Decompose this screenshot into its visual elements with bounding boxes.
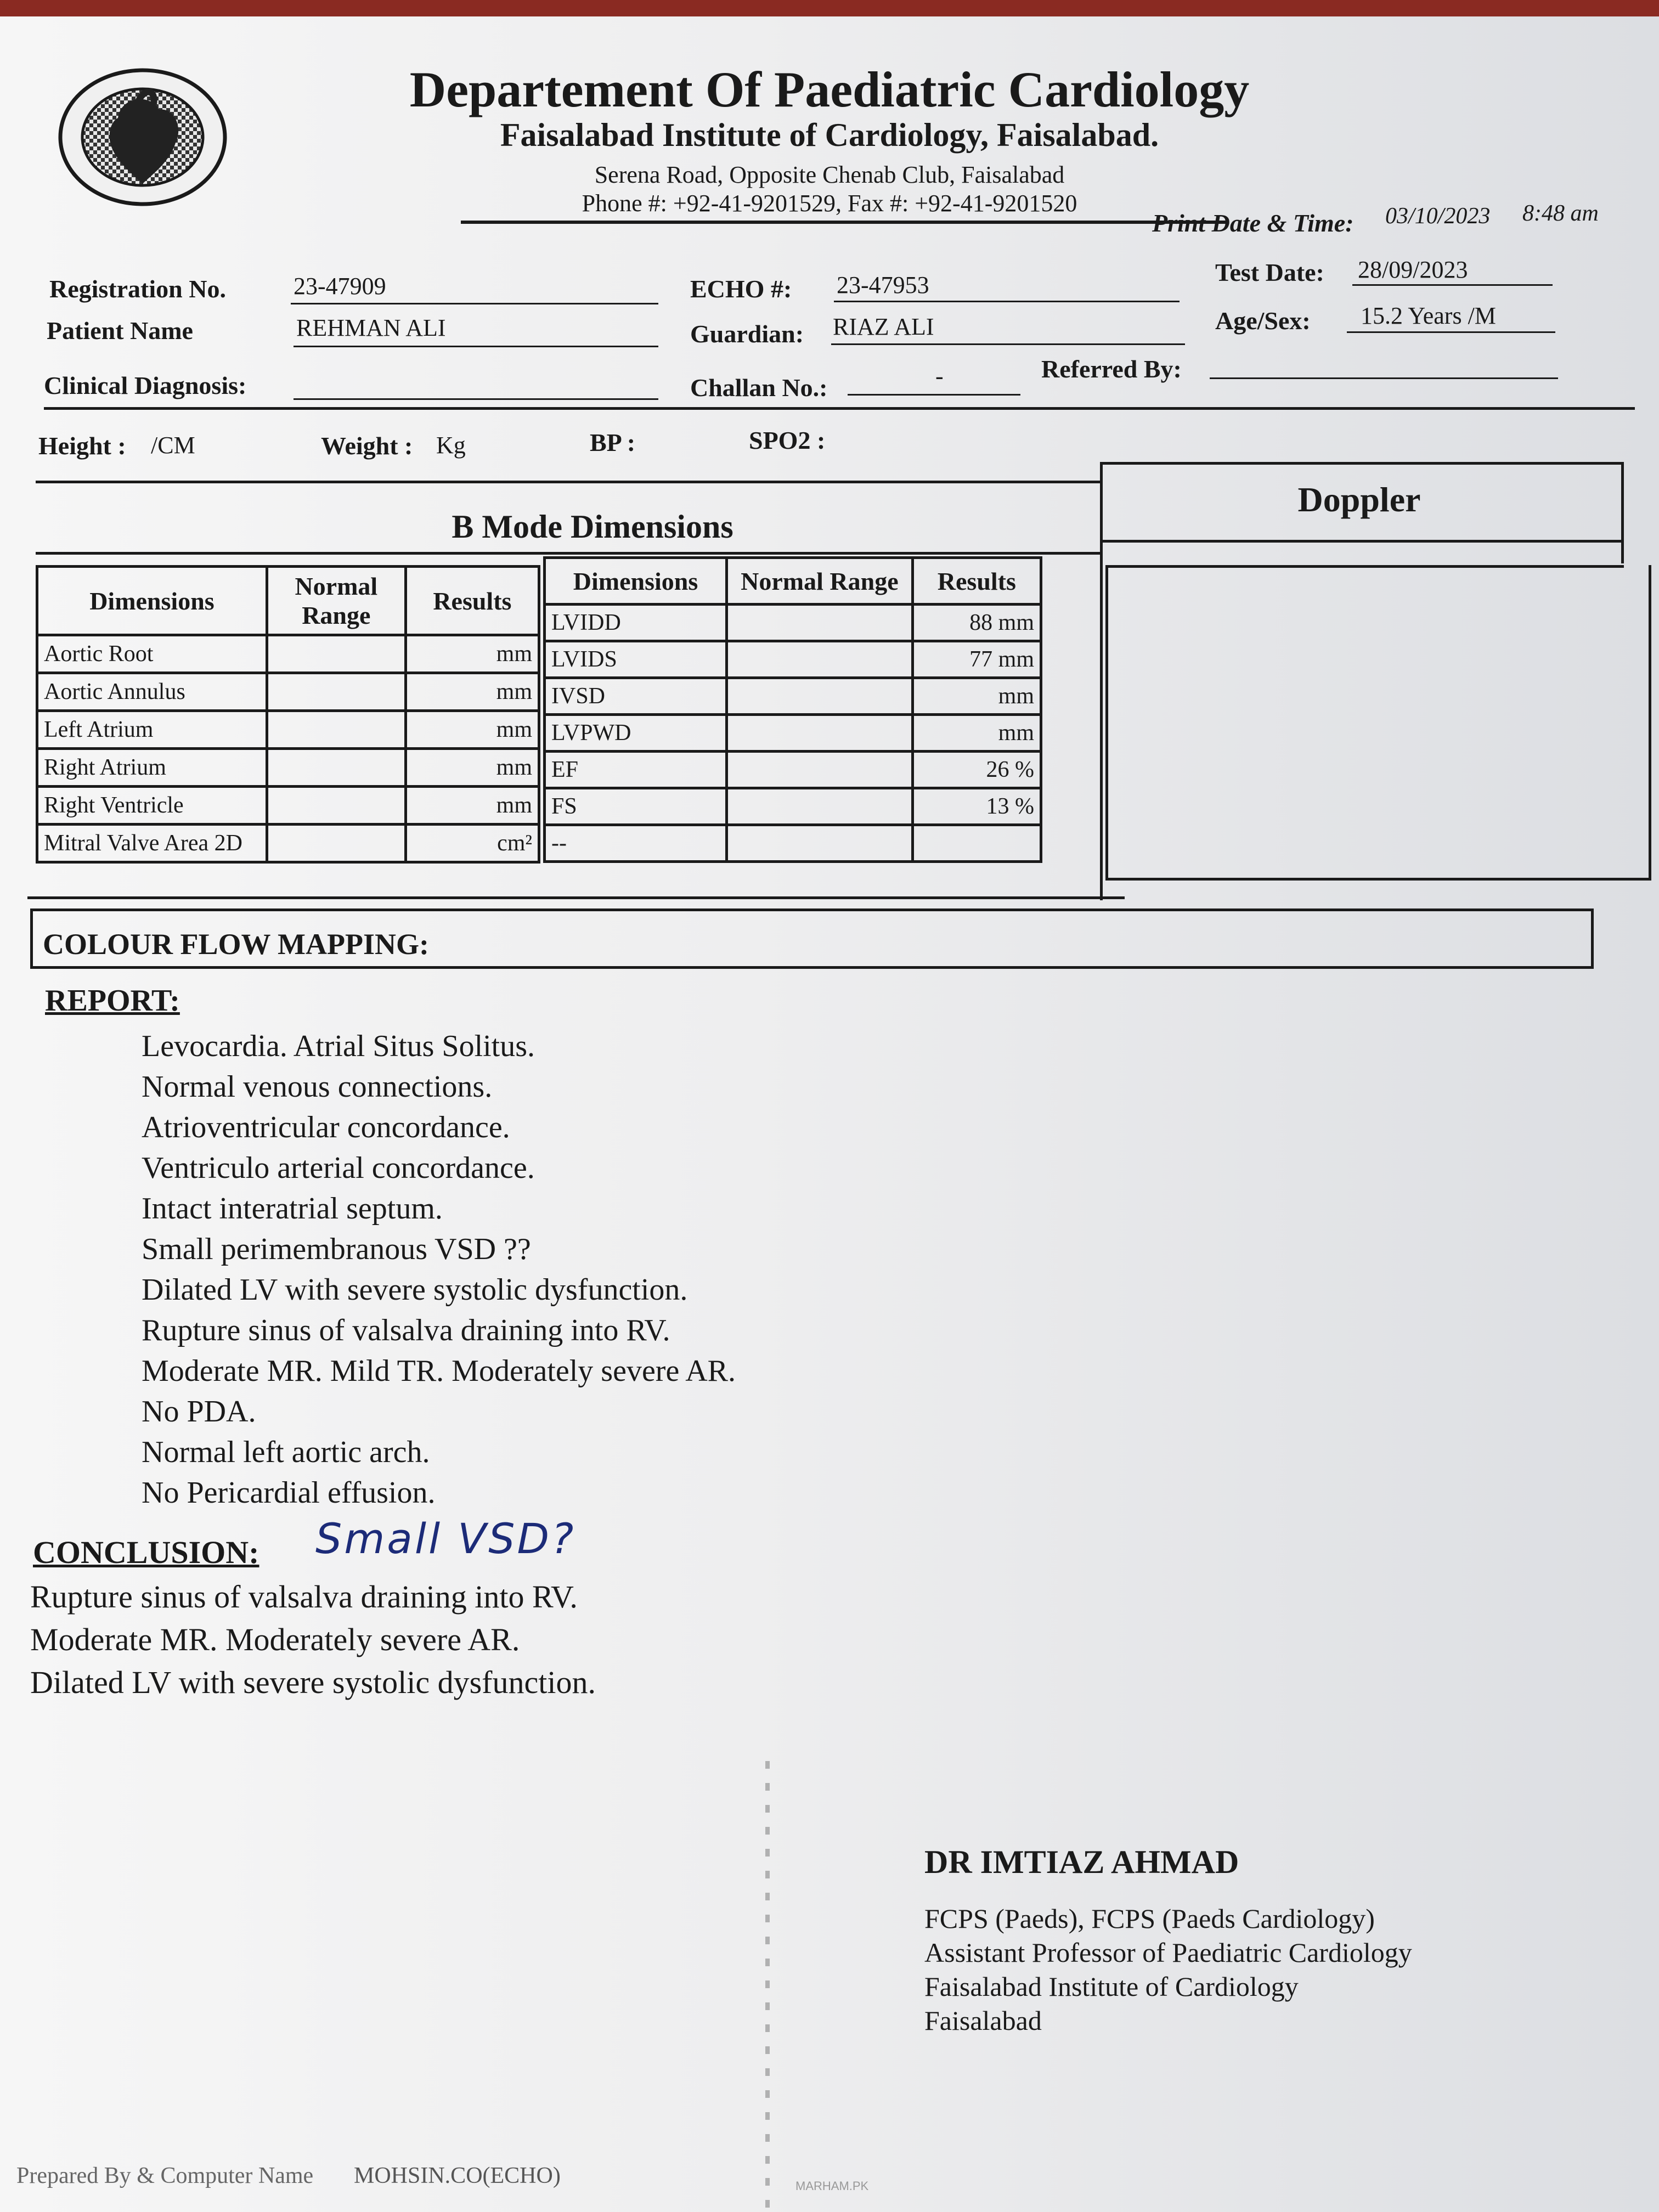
left-result-cell: mm: [405, 787, 539, 825]
right-normal-range-cell: [727, 715, 913, 752]
right-result-cell: mm: [912, 715, 1041, 752]
report-line: Intact interatrial septum.: [142, 1192, 443, 1226]
conclusion-line: Moderate MR. Moderately severe AR.: [30, 1622, 520, 1657]
report-line: Normal left aortic arch.: [142, 1435, 430, 1469]
challan-label: Challan No.:: [690, 374, 828, 402]
report-label: REPORT:: [45, 984, 180, 1018]
right-normal-range-cell: [727, 788, 913, 825]
right-normal-range-cell: [727, 678, 913, 715]
report-line: Levocardia. Atrial Situs Solitus.: [142, 1029, 535, 1063]
report-line: Ventriculo arterial concordance.: [142, 1151, 535, 1185]
conclusion-line: Dilated LV with severe systolic dysfunction.: [30, 1664, 596, 1700]
bmode-bottom-rule: [27, 896, 1125, 899]
left-normal-range-cell: [267, 825, 405, 862]
left-row: [37, 787, 539, 825]
left-normal-range-cell: [267, 749, 405, 787]
echo-line: [834, 301, 1180, 302]
left-col-results: Results: [405, 567, 539, 635]
patient-info-rule: [44, 407, 1635, 410]
bmode-title-rule: [36, 552, 1100, 555]
right-normal-range-cell: [727, 825, 913, 862]
doctor-name: DR IMTIAZ AHMAD: [924, 1844, 1239, 1880]
doctor-credentials: [924, 1901, 1473, 2038]
report-line: Rupture sinus of valsalva draining into RV.: [142, 1313, 670, 1347]
clinical-diagnosis-label: Clinical Diagnosis:: [44, 371, 247, 399]
report-line: Small perimembranous VSD ??: [142, 1232, 531, 1266]
left-dimension-cell: Right Ventricle: [37, 787, 267, 825]
left-normal-range-cell: [267, 711, 405, 749]
right-dimension-cell: LVIDS: [545, 641, 727, 678]
left-row: [37, 635, 539, 673]
height-label: Height :: [38, 432, 126, 460]
right-col-dimensions: Dimensions: [545, 558, 727, 605]
conclusion-findings: [30, 1576, 1018, 1704]
bp-label: BP :: [590, 428, 636, 456]
left-row: [37, 711, 539, 749]
colour-flow-label: COLOUR FLOW MAPPING:: [43, 928, 429, 961]
conclusion-label: CONCLUSION:: [33, 1534, 259, 1570]
guardian-label: Guardian:: [690, 320, 804, 348]
right-col-normal-range: Normal Range: [727, 558, 913, 605]
report-line: No Pericardial effusion.: [142, 1476, 436, 1510]
right-dimension-cell: FS: [545, 788, 727, 825]
left-result-cell: mm: [405, 635, 539, 673]
right-row: [545, 825, 1041, 862]
department-title: Departement Of Paediatric Cardiology: [409, 61, 1250, 117]
guardian-value: RIAZ ALI: [833, 313, 934, 340]
right-dimension-cell: --: [545, 825, 727, 862]
echo-value: 23-47953: [837, 272, 929, 298]
institute-name: Faisalabad Institute of Cardiology, Faisalabad.: [500, 117, 1159, 153]
left-row: [37, 673, 539, 711]
spo2-label: SPO2 :: [749, 426, 826, 454]
doppler-body-box: [1105, 565, 1651, 881]
right-col-results: Results: [912, 558, 1041, 605]
doctor-credential-line: FCPS (Paeds), FCPS (Paeds Cardiology): [924, 1903, 1375, 1934]
patient-name-value: REHMAN ALI: [296, 314, 446, 341]
test-date-value: 28/09/2023: [1358, 256, 1468, 283]
registration-line: [291, 303, 658, 304]
left-normal-range-cell: [267, 635, 405, 673]
print-date-label: Print Date & Time:: [1152, 209, 1354, 237]
left-dimension-cell: Aortic Annulus: [37, 673, 267, 711]
weight-label: Weight :: [321, 432, 413, 460]
watermark: MARHAM.PK: [795, 2179, 869, 2193]
right-row: [545, 605, 1041, 641]
left-result-cell: cm²: [405, 825, 539, 862]
right-normal-range-cell: [727, 605, 913, 641]
patient-name-label: Patient Name: [47, 317, 193, 345]
referred-by-label: Referred By:: [1041, 355, 1182, 383]
print-time-value: 8:48 am: [1522, 201, 1599, 226]
left-dimension-cell: Aortic Root: [37, 635, 267, 673]
report-line: Moderate MR. Mild TR. Moderately severe AR.: [142, 1354, 736, 1388]
patient-name-line: [294, 346, 658, 347]
bmode-left-table: [36, 565, 540, 864]
conclusion-line: Rupture sinus of valsalva draining into RV.: [30, 1579, 578, 1615]
doppler-title: Doppler: [1297, 480, 1421, 519]
test-date-label: Test Date:: [1215, 258, 1324, 286]
report-line: No PDA.: [142, 1395, 256, 1429]
left-dimension-cell: Right Atrium: [37, 749, 267, 787]
right-normal-range-cell: [727, 641, 913, 678]
left-row: [37, 749, 539, 787]
right-result-cell: 26 %: [912, 752, 1041, 788]
left-col-normal-range: Normal Range: [267, 567, 405, 635]
age-sex-label: Age/Sex:: [1215, 307, 1311, 335]
challan-line: [848, 394, 1020, 396]
weight-unit: Kg: [436, 432, 466, 459]
referred-by-line: [1210, 377, 1558, 379]
report-line: Dilated LV with severe systolic dysfunction.: [142, 1273, 688, 1307]
echo-label: ECHO #:: [690, 275, 792, 303]
header-rule: [461, 221, 1229, 224]
left-dimension-cell: Mitral Valve Area 2D: [37, 825, 267, 862]
right-row: [545, 641, 1041, 678]
right-row: [545, 788, 1041, 825]
right-result-cell: 13 %: [912, 788, 1041, 825]
bmode-title: B Mode Dimensions: [452, 509, 733, 545]
right-row: [545, 678, 1041, 715]
bmode-right-table: [543, 556, 1042, 863]
right-dimension-cell: LVPWD: [545, 715, 727, 752]
prepared-by-label: Prepared By & Computer Name: [16, 2163, 314, 2188]
left-normal-range-cell: [267, 787, 405, 825]
guardian-line: [831, 343, 1185, 345]
left-normal-range-cell: [267, 673, 405, 711]
clinical-diagnosis-line: [294, 398, 658, 400]
test-date-line: [1352, 284, 1553, 286]
registration-label: Registration No.: [49, 275, 226, 303]
left-row: [37, 825, 539, 862]
right-row: [545, 715, 1041, 752]
right-result-cell: [912, 825, 1041, 862]
doppler-rule-1: [1103, 540, 1621, 543]
left-result-cell: mm: [405, 673, 539, 711]
age-sex-value: 15.2 Years /M: [1361, 302, 1496, 329]
report-line: Atrioventricular concordance.: [142, 1110, 510, 1144]
left-result-cell: mm: [405, 749, 539, 787]
doctor-credential-line: Faisalabad: [924, 2005, 1042, 2036]
right-dimension-cell: EF: [545, 752, 727, 788]
right-row: [545, 752, 1041, 788]
right-normal-range-cell: [727, 752, 913, 788]
print-perforation: [765, 1761, 770, 2211]
left-dimension-cell: Left Atrium: [37, 711, 267, 749]
right-dimension-cell: LVIDD: [545, 605, 727, 641]
doctor-credential-line: Assistant Professor of Paediatric Cardiology: [924, 1937, 1412, 1968]
right-result-cell: mm: [912, 678, 1041, 715]
print-date-value: 03/10/2023: [1385, 204, 1491, 229]
age-sex-line: [1347, 331, 1555, 333]
height-unit: /CM: [151, 432, 195, 459]
registration-value: 23-47909: [294, 273, 386, 300]
handwritten-note: Small VSD?: [315, 1514, 576, 1563]
left-result-cell: mm: [405, 711, 539, 749]
institute-contact: Phone #: +92-41-9201529, Fax #: +92-41-9201520: [582, 190, 1077, 217]
right-result-cell: 77 mm: [912, 641, 1041, 678]
report-sheet: [0, 16, 1659, 2212]
right-dimension-cell: IVSD: [545, 678, 727, 715]
report-findings: [142, 1026, 1074, 1513]
challan-value: -: [935, 363, 944, 390]
doctor-credential-line: Faisalabad Institute of Cardiology: [924, 1971, 1299, 2002]
report-line: Normal venous connections.: [142, 1070, 493, 1104]
institute-address: Serena Road, Opposite Chenab Club, Faisalabad: [594, 161, 1065, 188]
right-result-cell: 88 mm: [912, 605, 1041, 641]
left-col-dimensions: Dimensions: [37, 567, 267, 635]
prepared-by-value: MOHSIN.CO(ECHO): [354, 2163, 561, 2188]
